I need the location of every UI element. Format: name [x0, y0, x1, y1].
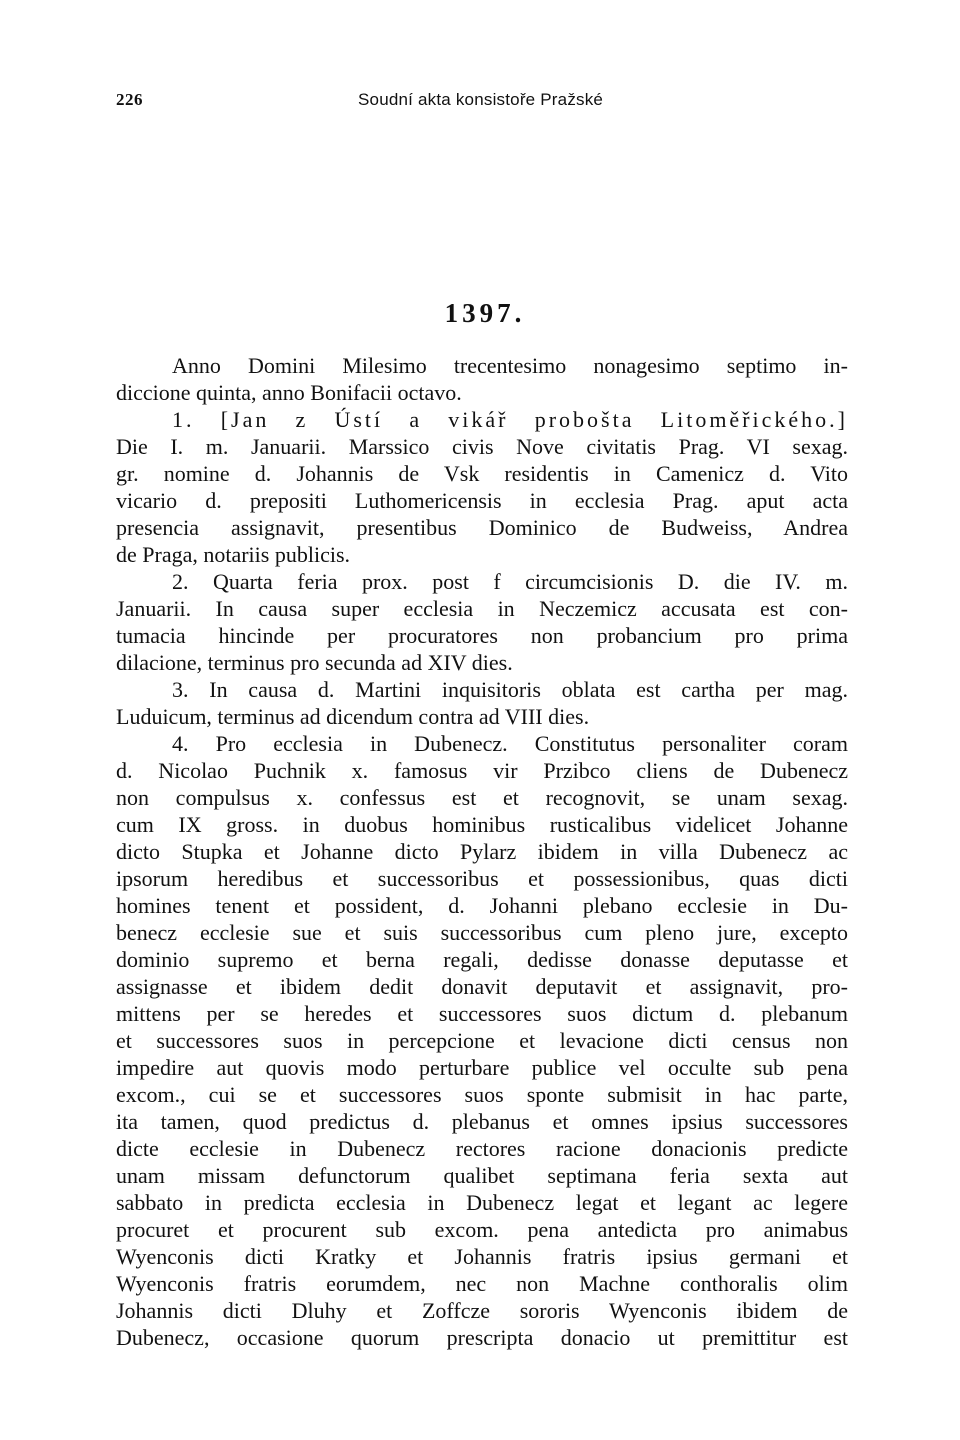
text-line: ita tamen, quod predictus d. plebanus et omnes ipsius successores	[116, 1109, 848, 1134]
text-line: vicario d. prepositi Luthomericensis in ecclesia Prag. aput acta	[116, 488, 848, 513]
text-line: Anno Domini Milesimo trecentesimo nonagesimo septimo in-	[172, 353, 848, 378]
text-line: Wyenconis dicti Kratky et Johannis fratris ipsius germani et	[116, 1244, 848, 1269]
running-title: Soudní akta konsistoře Pražské	[358, 90, 604, 109]
text-line: benecz ecclesie sue et suis successoribus cum pleno jure, excepto	[116, 920, 848, 945]
running-head	[116, 90, 848, 116]
text-line: et successores suos in percepcione et levacione dicti census non	[116, 1028, 848, 1053]
text-line: 4. Pro ecclesia in Dubenecz. Constitutus personaliter coram	[172, 731, 848, 756]
text-line: Luduicum, terminus ad dicendum contra ad VIII dies.	[116, 704, 590, 729]
body-text	[116, 352, 848, 1351]
text-line: gr. nomine d. Johannis de Vsk residentis in Camenicz d. Vito	[116, 461, 848, 486]
text-line: unam missam defunctorum qualibet septimana feria sexta aut	[116, 1163, 848, 1188]
text-line: Johannis dicti Dluhy et Zoffcze sororis Wyenconis ibidem de	[116, 1298, 848, 1323]
text-line: excom., cui se et successores suos sponte submisit in hac parte,	[116, 1082, 848, 1107]
text-line: impedire aut quovis modo perturbare publice vel occulte sub pena	[116, 1055, 848, 1080]
text-line: dicto Stupka et Johanne dicto Pylarz ibidem in villa Dubenecz ac	[116, 839, 848, 864]
text-line: cum IX gross. in duobus hominibus rusticalibus videlicet Johanne	[116, 812, 848, 837]
text-line: sabbato in predicta ecclesia in Dubenecz legat et legant ac legere	[116, 1190, 848, 1215]
text-line: diccione quinta, anno Bonifacii octavo.	[116, 380, 462, 405]
text-line: procuret et procurent sub excom. pena antedicta pro animabus	[116, 1217, 848, 1242]
text-line: dicte ecclesie in Dubenecz rectores racione donacionis predicte	[116, 1136, 848, 1161]
text-line: dilacione, terminus pro secunda ad XIV dies.	[116, 650, 513, 675]
text-line: dominio supremo et berna regali, dedisse donasse deputasse et	[116, 947, 848, 972]
text-line: 3. In causa d. Martini inquisitoris oblata est cartha per mag.	[172, 677, 848, 702]
text-line: assignasse et ibidem dedit donavit deputavit et assignavit, pro-	[116, 974, 848, 999]
text-line: Januarii. In causa super ecclesia in Neczemicz accusata est con-	[116, 596, 848, 621]
text-line: de Praga, notariis publicis.	[116, 542, 351, 567]
text-line: Wyenconis fratris eorumdem, nec non Machne conthoralis olim	[116, 1271, 848, 1296]
year-heading: 1397.	[444, 298, 526, 328]
text-line: Dubenecz, occasione quorum prescripta donacio ut premittitur est	[116, 1325, 848, 1350]
text-line: non compulsus x. confessus est et recognovit, se unam sexag.	[116, 785, 848, 810]
text-line: tumacia hincinde per procuratores non probancium pro prima	[116, 623, 848, 648]
text-line: Die I. m. Januarii. Marssico civis Nove civitatis Prag. VI sexag.	[116, 434, 848, 459]
text-line: ipsorum heredibus et successoribus et possessionibus, quas dicti	[116, 866, 848, 891]
text-line: 1. [Jan z Ústí a vikář probošta Litoměřického.]	[172, 407, 848, 432]
page-number: 226	[116, 90, 143, 109]
text-line: d. Nicolao Puchnik x. famosus vir Przibco cliens de Dubenecz	[116, 758, 848, 783]
text-line: mittens per se heredes et successores suos dictum d. plebanum	[116, 1001, 848, 1026]
text-line: 2. Quarta feria prox. post f circumcisionis D. die IV. m.	[172, 569, 848, 594]
text-line: presencia assignavit, presentibus Dominico de Budweiss, Andrea	[116, 515, 848, 540]
text-line: homines tenent et possident, d. Johanni plebano ecclesie in Du-	[116, 893, 848, 918]
